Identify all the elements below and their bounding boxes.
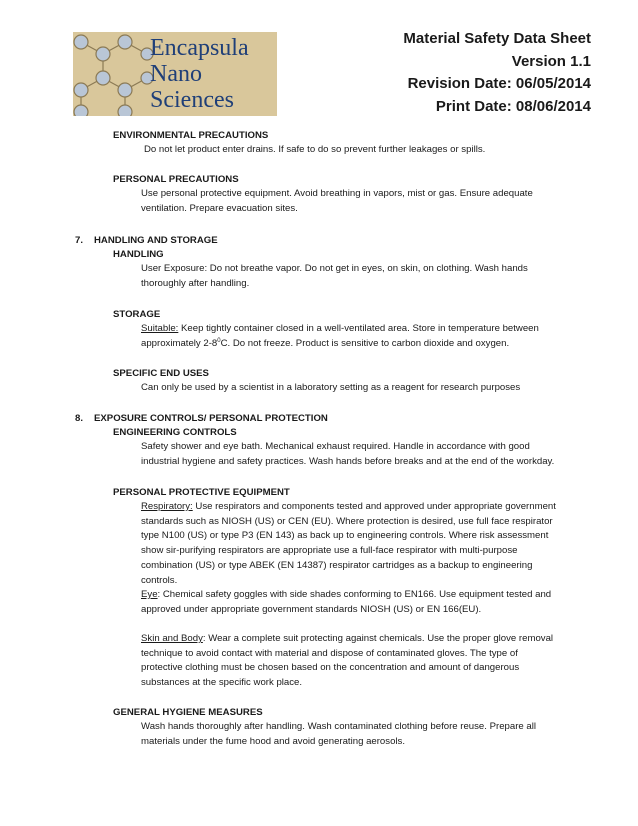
- document-version: Version 1.1: [511, 52, 591, 70]
- document-header: [403, 28, 591, 118]
- skin-body-protection-text: [141, 632, 561, 691]
- specific-end-uses-text: Can only be used by a scientist in a laboratory setting as a reagent for research purposes: [141, 382, 521, 393]
- skin-body-label: Skin and Body: [141, 633, 203, 644]
- logo-wordmark: [150, 35, 249, 113]
- personal-precautions-text: Use personal protective equipment. Avoid breathing in vapors, mist or gas. Ensure adequate ventilation. Prepare evacuation sites.: [141, 188, 533, 214]
- degree-superscript: 0: [217, 337, 221, 344]
- environmental-text: Do not let product enter drains. If safe to do so prevent further leakages or spills.: [144, 144, 486, 155]
- document-title: Material Safety Data Sheet: [403, 30, 591, 47]
- storage-text-after: C. Do not freeze. Product is sensitive to carbon dioxide and oxygen.: [220, 337, 510, 349]
- respiratory-body: Use respirators and components tested and approved under appropriate government standards such as NIOSH (US) or CEN (EU). Where protection is desired, use full face respirator type N100 (US) or type P3 (EN 143) as back up to engineering controls. Where risk assessment show sir-purifying respirators are appropriate use a full-face respirator with multi-purpose combination (US) or type ABEK (EN 14387) respirator cartridges as a backup to engineering controls.: [141, 501, 556, 586]
- skin-body-body: : Wear a complete suit protecting against chemicals. Use the proper glove removal technique to avoid contact with material and dispose of contaminated gloves. The type of protective clothing must be chosen based on the concentration and amount of dangerous substances at the specific work place.: [141, 633, 554, 689]
- storage-text: [141, 322, 559, 351]
- storage-suitable-label: Suitable:: [141, 323, 179, 334]
- eye-protection-text: [141, 588, 561, 617]
- hygiene-text: Wash hands thoroughly after handling. Wash contaminated clothing before reuse. Prepare all materials under the fume hood and avoid generating aerosols.: [141, 721, 536, 747]
- section-8-title: EXPOSURE CONTROLS/ PERSONAL PROTECTION: [94, 413, 328, 424]
- storage-text-before: Keep tightly container closed in a well-ventilated area. Store in temperature between approximately 2-8: [141, 323, 539, 349]
- section-7-number: 7.: [75, 235, 84, 246]
- handling-heading: HANDLING: [113, 249, 164, 260]
- specific-end-uses-heading: SPECIFIC END USES: [113, 368, 209, 379]
- environmental-heading: ENVIRONMENTAL PRECAUTIONS: [113, 130, 269, 141]
- engineering-controls-text: Safety shower and eye bath. Mechanical exhaust required. Handle in accordance with good industrial hygiene and safety practices. Wash hands before breaks and at the end of the workday.: [141, 441, 555, 467]
- personal-precautions-heading: PERSONAL PRECAUTIONS: [113, 174, 239, 185]
- storage-heading: STORAGE: [113, 309, 161, 320]
- section-8-number: 8.: [75, 413, 84, 424]
- logo-line-2: Nano: [150, 61, 202, 87]
- logo-line-3: Sciences: [150, 87, 234, 113]
- respiratory-label: Respiratory:: [141, 501, 193, 512]
- ppe-heading: PERSONAL PROTECTIVE EQUIPMENT: [113, 487, 290, 498]
- respiratory-text: [141, 500, 569, 588]
- engineering-controls-heading: ENGINEERING CONTROLS: [113, 427, 237, 438]
- eye-body: : Chemical safety goggles with side shades conforming to EN166. Use equipment tested and approved under appropriate government standards NIOSH (US) or EN 166(EU).: [141, 589, 552, 615]
- print-date: Print Date: 08/06/2014: [435, 97, 591, 115]
- hygiene-heading: GENERAL HYGIENE MEASURES: [113, 707, 263, 718]
- section-7-title: HANDLING AND STORAGE: [94, 235, 218, 246]
- revision-date: Revision Date: 06/05/2014: [407, 75, 591, 92]
- handling-text: User Exposure: Do not breathe vapor. Do not get in eyes, on skin, on clothing. Wash hands thoroughly after handling.: [141, 263, 528, 289]
- company-logo: [73, 32, 277, 116]
- eye-label: Eye: [141, 589, 158, 600]
- logo-line-1: Encapsula: [150, 35, 249, 61]
